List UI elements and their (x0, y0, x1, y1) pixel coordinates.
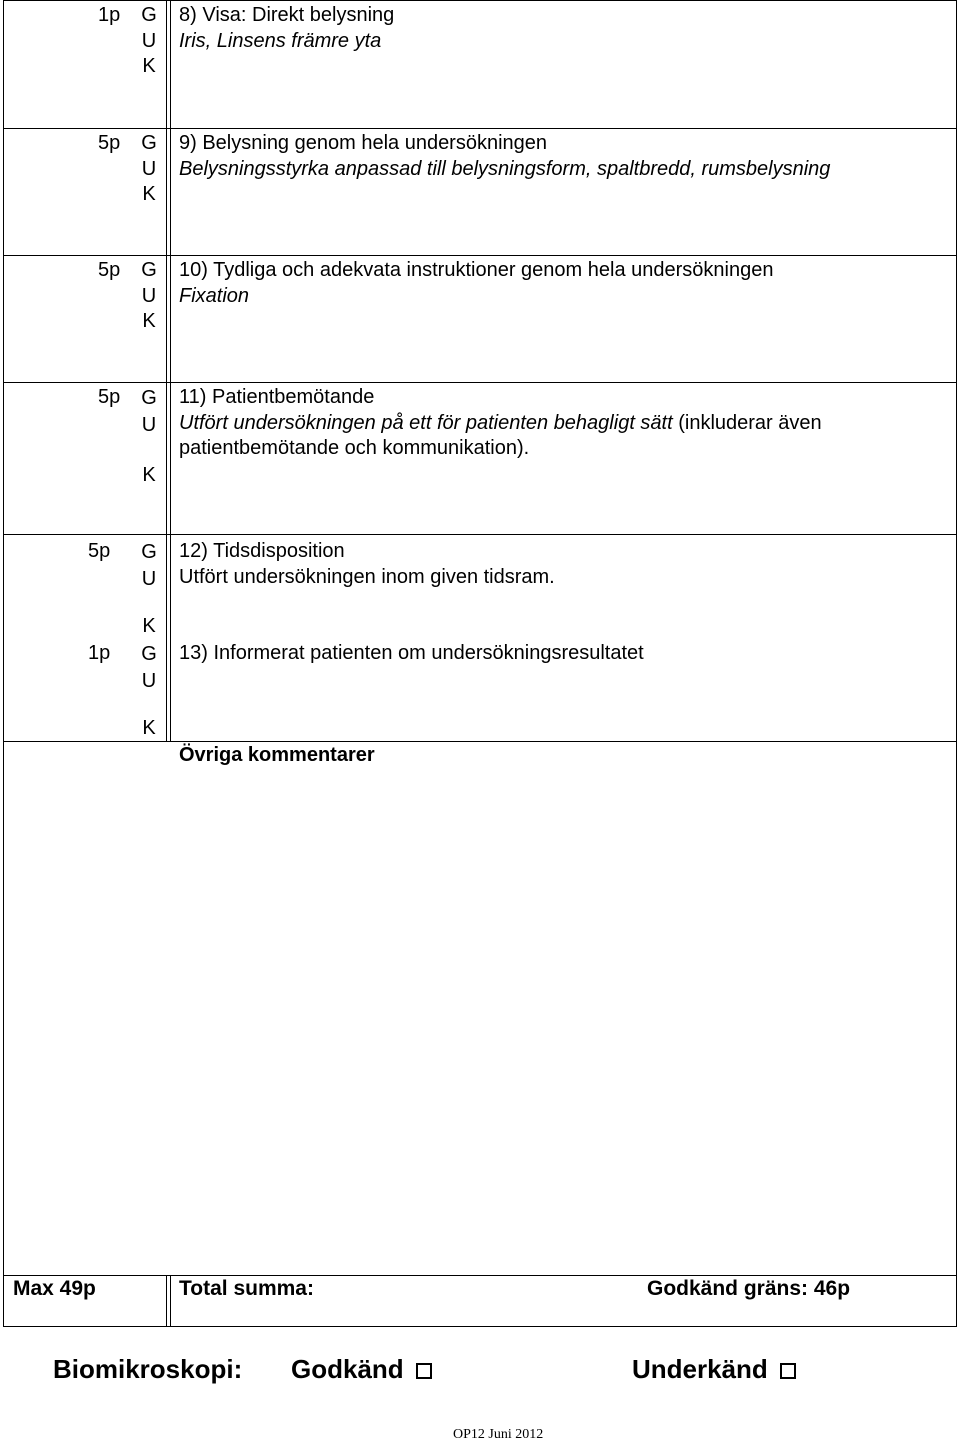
grade-g[interactable]: G (141, 4, 157, 26)
criteria-subtitle: Belysningsstyrka anpassad till belysningsform, spaltbredd, rumsbelysning (179, 157, 831, 180)
grade-u[interactable]: U (141, 670, 157, 692)
criteria-text (179, 641, 939, 667)
grade-k[interactable]: K (142, 464, 156, 486)
passed-label: Godkänd (291, 1354, 404, 1384)
grade-g[interactable]: G (141, 643, 157, 665)
max-points (13, 1276, 96, 1327)
criteria-text (179, 3, 939, 54)
criteria-subtitle: Iris, Linsens främre yta (179, 29, 382, 52)
grade-k[interactable]: K (142, 55, 156, 77)
grade-k[interactable]: K (142, 717, 156, 739)
criteria-text (179, 258, 939, 309)
grade-options (139, 131, 159, 208)
failed-checkbox[interactable] (780, 1363, 796, 1379)
grade-options (139, 385, 159, 489)
criteria-title: 10) Tydliga och adekvata instruktioner genom hela undersökningen (179, 259, 774, 281)
criteria-title: 9) Belysning genom hela undersökningen (179, 132, 548, 154)
grade-options (139, 258, 159, 335)
row-points: 1p (98, 4, 121, 26)
passed-checkbox[interactable] (416, 1363, 432, 1379)
total-sum-label: Total summa: (179, 1277, 314, 1300)
column-divider-left (166, 1, 167, 742)
grade-g[interactable]: G (141, 259, 157, 281)
criteria-subtitle-normal: (inkluderar även patientbemötande och kommunikation). (179, 411, 822, 459)
row-points: 5p (98, 132, 121, 154)
grade-u[interactable]: U (141, 284, 157, 307)
pass-limit (647, 1276, 850, 1327)
row-points: 5p (98, 386, 121, 408)
passed-option[interactable] (291, 1352, 432, 1386)
assessment-form (3, 0, 957, 1327)
grade-u[interactable]: U (141, 568, 157, 590)
total-sum (179, 1276, 314, 1327)
criteria-subtitle (179, 412, 822, 460)
column-divider-right-footer (170, 1276, 171, 1327)
grade-g[interactable]: G (141, 132, 157, 154)
comments-area[interactable] (179, 773, 949, 1268)
criteria-subtitle: Fixation (179, 284, 250, 307)
document-footer: OP12 Juni 2012 (453, 1427, 544, 1442)
criteria-text (179, 385, 939, 462)
criteria-subtitle-italic: Utfört undersökningen på ett för patienten behagligt sätt (179, 411, 673, 434)
criteria-title: 11) Patientbemötande (179, 386, 375, 408)
failed-option[interactable] (632, 1352, 796, 1386)
grade-u[interactable]: U (141, 29, 157, 52)
criteria-title: 13) Informerat patienten om undersökningsresultatet (179, 642, 644, 664)
pass-limit-label: Godkänd gräns: 46p (647, 1277, 851, 1300)
grade-options (139, 3, 159, 80)
row-divider (4, 534, 956, 535)
criteria-title: 8) Visa: Direkt belysning (179, 4, 395, 26)
column-divider-left-footer (166, 1276, 167, 1327)
failed-label: Underkänd (632, 1354, 768, 1384)
grade-k[interactable]: K (142, 310, 156, 332)
row-points: 1p (88, 642, 111, 664)
grade-g[interactable]: G (141, 541, 157, 563)
grade-g[interactable]: G (141, 387, 157, 409)
comments-heading: Övriga kommentarer (179, 744, 375, 766)
criteria-subtitle: Utfört undersökningen inom given tidsram. (179, 565, 555, 588)
criteria-text (179, 539, 939, 590)
row-divider (4, 255, 956, 256)
grade-k[interactable]: K (142, 615, 156, 637)
row-divider (4, 128, 956, 129)
grade-u[interactable]: U (141, 414, 157, 436)
grade-options (139, 539, 159, 640)
criteria-title: 12) Tidsdisposition (179, 540, 345, 562)
row-points: 5p (88, 540, 111, 562)
grade-u[interactable]: U (141, 157, 157, 180)
criteria-text (179, 131, 939, 182)
max-points-label: Max 49p (13, 1277, 96, 1300)
biomicroscopy-label: Biomikroskopi: (53, 1354, 243, 1384)
column-divider-right (170, 1, 171, 742)
grade-k[interactable]: K (142, 183, 156, 205)
row-divider (4, 382, 956, 383)
grade-options (139, 641, 159, 742)
row-points: 5p (98, 259, 121, 281)
